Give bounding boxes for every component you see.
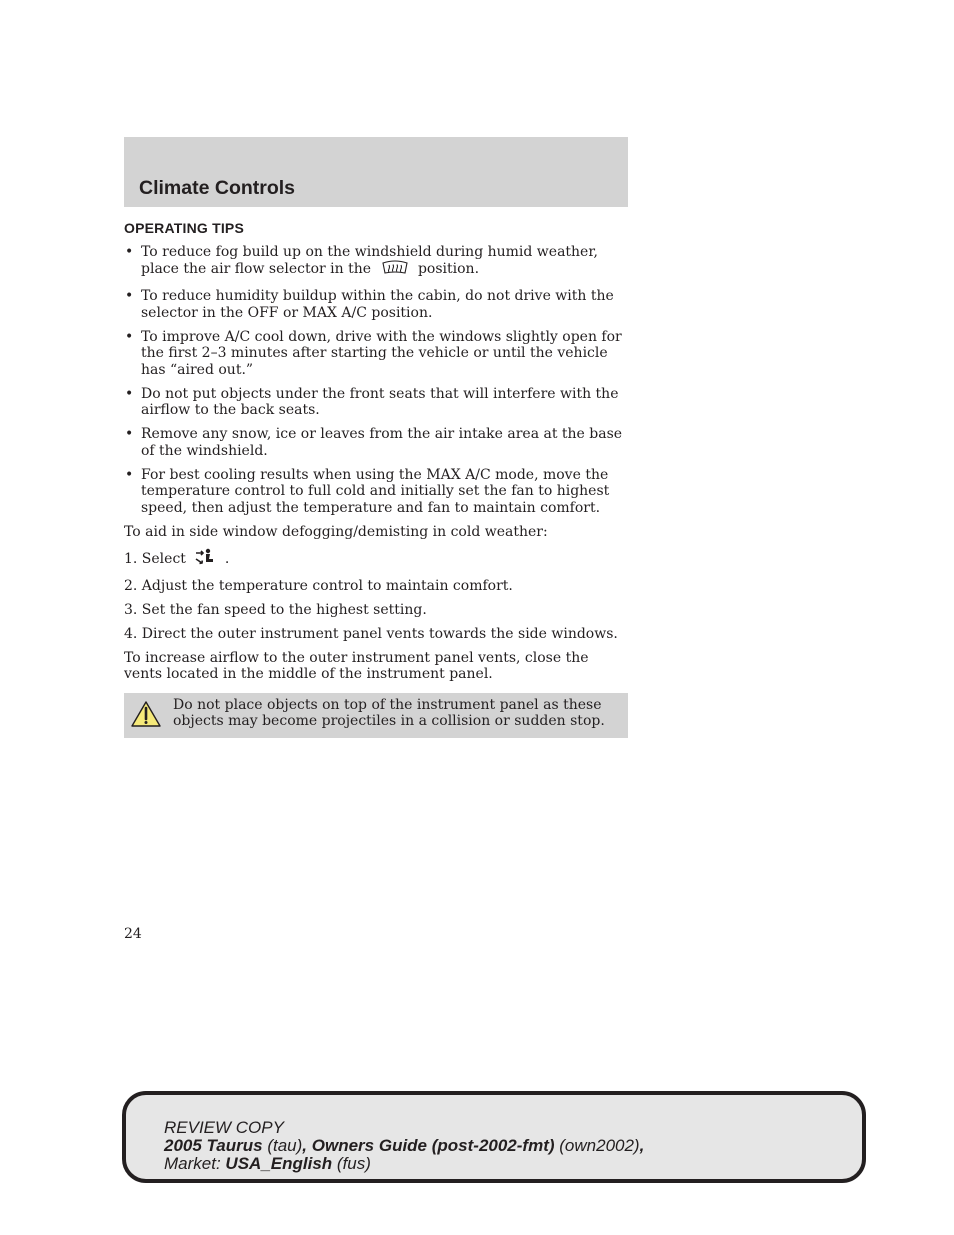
footer-text (164, 1119, 644, 1173)
section-header (124, 137, 628, 207)
operating-tips-heading: OPERATING TIPS (124, 220, 244, 236)
list-item: • Remove any snow, ice or leaves from the air intake area at the base of the windshield. (124, 426, 628, 459)
defog-step: 2. Adjust the temperature control to maintain comfort. (124, 577, 513, 594)
list-item: • To reduce fog build up on the windshield during humid weather, place the air flow selector in the position. (124, 244, 628, 281)
warning-triangle-icon (130, 700, 162, 733)
defog-intro: To aid in side window defogging/demisting in cold weather: (124, 523, 548, 540)
warning-box (124, 693, 628, 738)
review-label: REVIEW COPY (164, 1118, 284, 1137)
defog-step: 4. Direct the outer instrument panel vents towards the side windows. (124, 625, 618, 642)
list-item: • To reduce humidity buildup within the cabin, do not drive with the selector in the OFF or MAX A/C position. (124, 288, 628, 321)
defog-step: 1. Select . (124, 548, 628, 571)
defog-step: 3. Set the fan speed to the highest setting. (124, 601, 427, 618)
page-number: 24 (124, 926, 142, 942)
warning-text: Do not place objects on top of the instrument panel as these objects may become projectiles in a collision or sudden stop. (173, 696, 605, 729)
review-copy-footer (122, 1091, 866, 1183)
list-item: • For best cooling results when using the MAX A/C mode, move the temperature control to full cold and initially set the fan to highest speed, then adjust the temperature and fan to maintain comfort. (124, 467, 628, 517)
operating-tips-list (124, 244, 628, 517)
section-title: Climate Controls (139, 177, 296, 199)
footer-document-line: 2005 Taurus (tau), Owners Guide (post-2002-fmt) (own2002), (164, 1136, 645, 1155)
floor-defrost-icon (380, 260, 410, 281)
list-item: • Do not put objects under the front seats that will interfere with the airflow to the back seats. (124, 386, 628, 419)
airflow-note: To increase airflow to the outer instrument panel vents, close the vents located in the middle of the instrument panel. (124, 649, 589, 682)
panel-floor-airflow-icon (194, 548, 216, 571)
page-content (124, 220, 628, 738)
list-item: • To improve A/C cool down, drive with the windows slightly open for the first 2–3 minutes after starting the vehicle or until the vehicle has “aired out.” (124, 329, 628, 379)
footer-market-line: Market: USA_English (fus) (164, 1154, 371, 1173)
